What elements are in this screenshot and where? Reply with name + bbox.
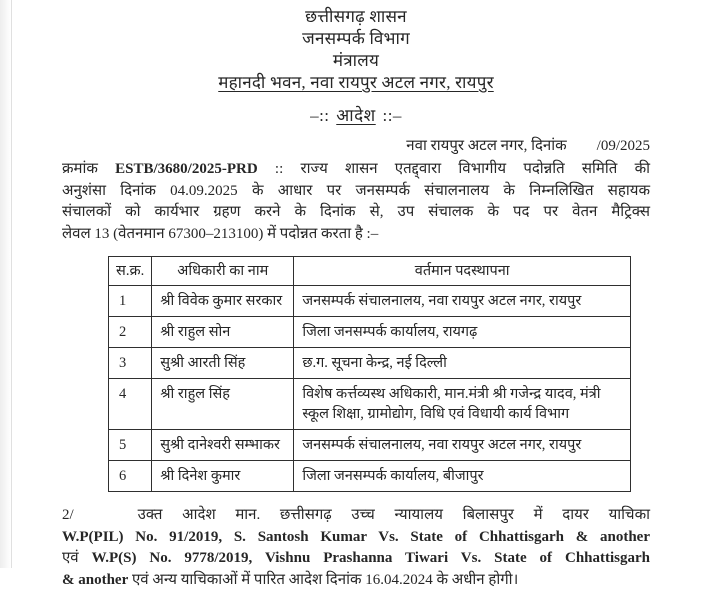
order-paragraph-line-3 [62, 202, 650, 224]
posting-cell: जिला जनसम्पर्क कार्यालय, बीजापुर [294, 461, 631, 492]
order-paragraph-line-1 [62, 159, 650, 181]
serial-cell: 2 [109, 317, 152, 348]
serial-cell: 4 [109, 379, 152, 430]
promotion-post: उप संचालक [397, 204, 474, 220]
order-title [62, 103, 650, 126]
court-paragraph-line-3 [62, 548, 650, 570]
officers-table [108, 256, 631, 492]
document-content [62, 6, 650, 588]
posting-cell: जिला जनसम्पर्क कार्यालय, रायगढ़ [294, 317, 631, 348]
order-paragraph [62, 159, 650, 245]
table-row [109, 379, 631, 430]
order-text: संचालकों को कार्यभार ग्रहण करने के दिनांक से, [62, 204, 398, 220]
court-case-paragraph [62, 505, 650, 588]
officer-name-cell: श्री विवेक कुमार सरकार [152, 286, 294, 317]
order-title-text: आदेश [336, 106, 376, 125]
clipped-line [62, 570, 650, 588]
court-case-1: W.P(PIL) No. 91/2019, S. Santosh Kumar Vs. State of Chhattisgarh & another [62, 528, 650, 545]
order-text: के पद पर वेतन मैट्रिक्स [473, 204, 650, 220]
table-row [109, 430, 631, 461]
court-text: उक्त आदेश मान. छत्तीसगढ़ उच्च न्यायालय बिलासपुर में दायर याचिका [137, 507, 650, 523]
order-text: :: राज्य शासन एतद्द्वारा विभागीय पदोन्नति समिति की [257, 161, 650, 177]
serial-cell: 5 [109, 430, 152, 461]
posting-cell: जनसम्पर्क संचालनालय, नवा रायपुर अटल नगर, रायपुर [294, 286, 631, 317]
dateline-date: /09/2025 [596, 138, 650, 154]
conjunction: एवं [62, 550, 92, 566]
table-row [109, 317, 631, 348]
officer-name-cell: सुश्री दानेश्वरी सम्भाकर [152, 430, 294, 461]
table-header-row [109, 257, 631, 286]
dateline-place: नवा रायपुर अटल नगर, दिनांक [406, 138, 567, 154]
order-paragraph-line-4: लेवल 13 (वेतनमान 67300–213100) में पदोन्नत करता है :– [62, 225, 379, 242]
order-paragraph-line-2: अनुशंसा दिनांक 04.09.2025 के आधार पर जनसम्पर्क संचालनालय के निम्नलिखित सहायक [62, 182, 650, 199]
clause-number: 2/ [62, 507, 74, 523]
government-name: छत्तीसगढ़ शासन [305, 7, 407, 26]
order-number: ESTB/3680/2025-PRD [115, 161, 258, 177]
table-row [109, 461, 631, 492]
office-address: महानदी भवन, नवा रायपुर अटल नगर, रायपुर [218, 73, 494, 92]
court-case-2: W.P(S) No. 9778/2019, Vishnu Prashanna Tiwari Vs. State of Chhattisgarh [91, 550, 650, 566]
officer-name-cell: श्री राहुल सिंह [152, 379, 294, 430]
column-header-serial: स.क्र. [109, 257, 152, 286]
court-text-tail: एवं अन्य याचिकाओं में पारित आदेश दिनांक 16.04.2024 के अधीन होगी। [128, 571, 519, 588]
court-case-2-continued: & another [62, 571, 129, 588]
serial-cell: 1 [109, 286, 152, 317]
ministry-name: मंत्रालय [332, 51, 380, 70]
posting-cell: विशेष कर्त्तव्यस्थ अधिकारी, मान.मंत्री श्री गजेन्द्र यादव, मंत्री स्कूल शिक्षा, ग्रामोद्योग, विधि एवं विधायी कार्य विभाग [294, 379, 631, 430]
column-header-current-posting: वर्तमान पदस्थापना [294, 257, 631, 286]
serial-cell: 6 [109, 461, 152, 492]
order-number-label: क्रमांक [62, 161, 116, 177]
department-name: जनसम्पर्क विभाग [302, 29, 410, 48]
court-paragraph-line-1 [62, 505, 650, 527]
order-title-prefix: –:: [310, 106, 330, 125]
table-row [109, 286, 631, 317]
posting-cell: छ.ग. सूचना केन्द्र, नई दिल्ली [294, 348, 631, 379]
officer-name-cell: सुश्री आरती सिंह [152, 348, 294, 379]
dateline [62, 136, 650, 156]
officer-name-cell: श्री दिनेश कुमार [152, 461, 294, 492]
table-row [109, 348, 631, 379]
scan-edge [0, 0, 12, 568]
serial-cell: 3 [109, 348, 152, 379]
posting-cell: जनसम्पर्क संचालनालय, नवा रायपुर अटल नगर, रायपुर [294, 430, 631, 461]
order-title-suffix: ::– [382, 106, 402, 125]
officer-name-cell: श्री राहुल सोन [152, 317, 294, 348]
document-header [62, 6, 650, 94]
column-header-officer-name: अधिकारी का नाम [152, 257, 294, 286]
